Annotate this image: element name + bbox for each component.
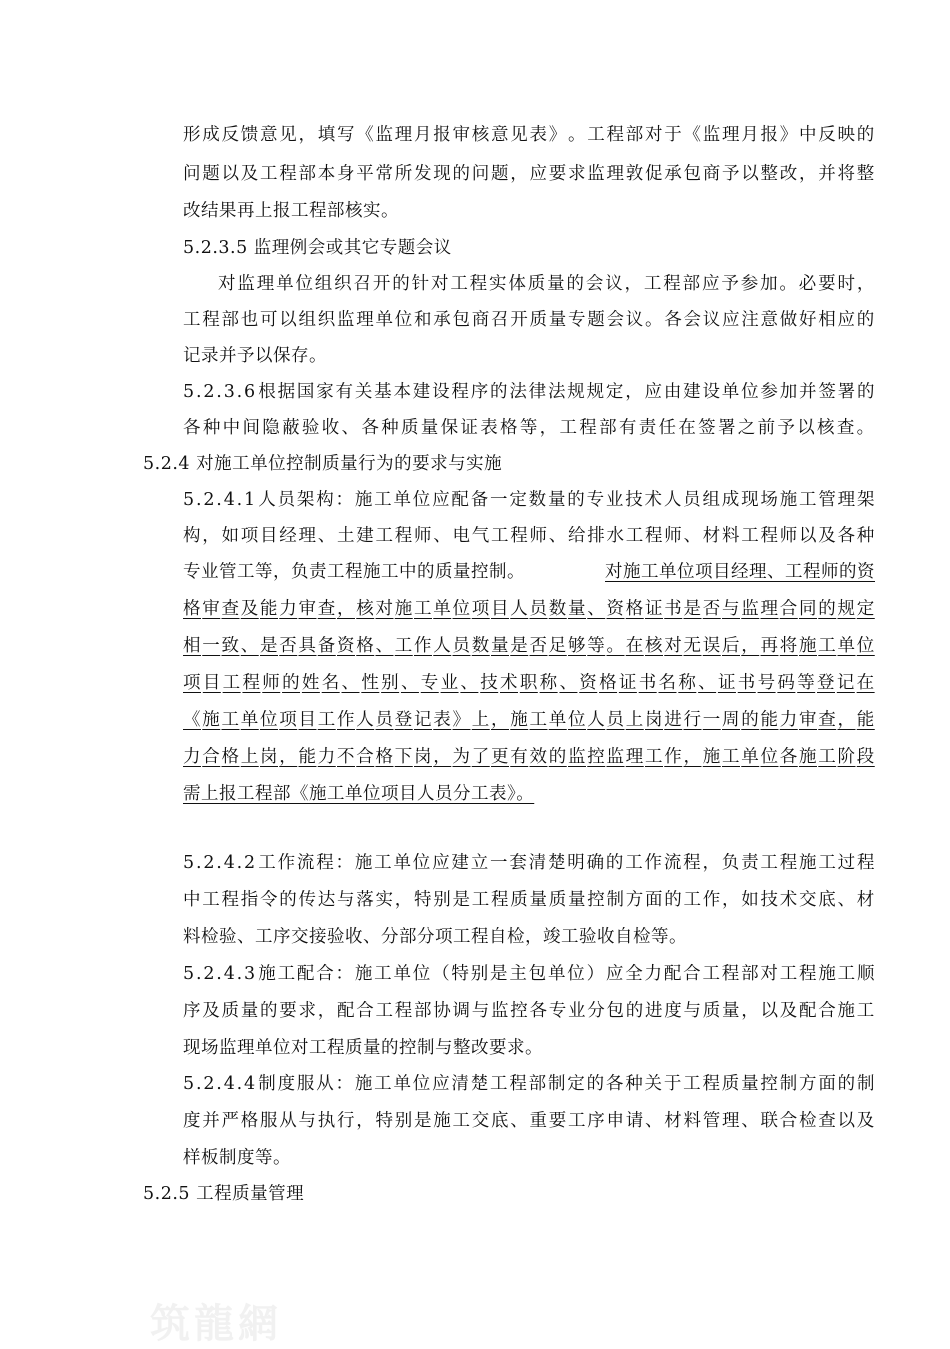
para-line: 样板制度等。 <box>183 1148 291 1168</box>
underlined-line: 力 合 格 上 岗 ， 能 力 不 合 格 下 岗 ， 为 了 更 有 效 的 监 控 监 理 工 作 ， 施 工 单 位 各 施 工 阶 段 <box>183 747 875 767</box>
para-line: 改结果再上报工程部核实。 <box>183 201 399 221</box>
para-line: 中 工 程 指 令 的 传 达 与 落 实 ， 特 别 是 工 程 质 量 质 量 控 制 方 面 的 工 作 ， 如 技 术 交 底 、 材 <box>183 890 875 910</box>
section-heading-5-2-3-5: 5.2.3.5 监理例会或其它专题会议 <box>183 238 452 258</box>
para-line: 对 监 理 单 位 组 织 召 开 的 针 对 工 程 实 体 质 量 的 会 议 ， 工 程 部 应 予 参 加 。 必 要 时 ， <box>218 274 875 294</box>
para-line: 记录并予以保存。 <box>183 346 327 366</box>
para-line: 5 . 2 . 3 . 6 根 据 国 家 有 关 基 本 建 设 程 序 的 法 律 法 规 规 定 ， 应 由 建 设 单 位 参 加 并 签 署 的 <box>183 382 875 402</box>
section-heading-5-2-5: 5.2.5 工程质量管理 <box>143 1184 305 1204</box>
underlined-line: 相 一 致 、 是 否 具 备 资 格 、 工 作 人 员 数 量 是 否 足 够 等 。 在 核 对 无 误 后 ， 再 将 施 工 单 位 <box>183 636 875 656</box>
para-text: 专业管工等，负责工程施工中的质量控制。 <box>183 562 525 582</box>
para-line: 各 种 中 间 隐 蔽 验 收 、 各 种 质 量 保 证 表 格 等 ， 工 程 部 有 责 任 在 签 署 之 前 予 以 核 查 。 <box>183 418 875 438</box>
underlined-line: 需上报工程部《施工单位项目人员分工表》。 <box>183 784 535 804</box>
para-line: 度 并 严 格 服 从 与 执 行 ， 特 别 是 施 工 交 底 、 重 要 工 序 申 请 、 材 料 管 理 、 联 合 检 查 以 及 <box>183 1111 875 1131</box>
para-line: 工 程 部 也 可 以 组 织 监 理 单 位 和 承 包 商 召 开 质 量 专 题 会 议 。 各 会 议 应 注 意 做 好 相 应 的 <box>183 310 875 330</box>
para-line: 5 . 2 . 4 . 2 工 作 流 程 ： 施 工 单 位 应 建 立 一 套 清 楚 明 确 的 工 作 流 程 ， 负 责 工 程 施 工 过 程 <box>183 853 875 873</box>
underlined-text: 对施工单位项目经理、工程师的资 <box>605 562 875 582</box>
para-line: 5 . 2 . 4 . 1 人 员 架 构 ： 施 工 单 位 应 配 备 一 定 数 量 的 专 业 技 术 人 员 组 成 现 场 施 工 管 理 架 <box>183 490 875 510</box>
underlined-line: 《 施 工 单 位 项 目 工 作 人 员 登 记 表 》 上 ， 施 工 单 位 人 员 上 岗 进 行 一 周 的 能 力 审 查 ， 能 <box>183 710 875 730</box>
para-line: 现场监理单位对工程质量的控制与整改要求。 <box>183 1038 543 1058</box>
para-line: 5 . 2 . 4 . 4 制 度 服 从 ： 施 工 单 位 应 清 楚 工 程 部 制 定 的 各 种 关 于 工 程 质 量 控 制 方 面 的 制 <box>183 1074 875 1094</box>
watermark-logo: 筑龍網 <box>150 1300 282 1347</box>
para-line: 序 及 质 量 的 要 求 ， 配 合 工 程 部 协 调 与 监 控 各 专 业 分 包 的 进 度 与 质 量 ， 以 及 配 合 施 工 <box>183 1001 875 1021</box>
para-line: 形 成 反 馈 意 见 ， 填 写 《 监 理 月 报 审 核 意 见 表 》 。 工 程 部 对 于 《 监 理 月 报 》 中 反 映 的 <box>183 125 875 145</box>
underlined-line: 格 审 查 及 能 力 审 查 ， 核 对 施 工 单 位 项 目 人 员 数 量 、 资 格 证 书 是 否 与 监 理 合 同 的 规 定 <box>183 599 875 619</box>
underlined-line: 项 目 工 程 师 的 姓 名 、 性 别 、 专 业 、 技 术 职 称 、 资 格 证 书 名 称 、 证 书 号 码 等 登 记 在 <box>183 673 875 693</box>
para-line: 5 . 2 . 4 . 3 施 工 配 合 ： 施 工 单 位 （ 特 别 是 主 包 单 位 ） 应 全 力 配 合 工 程 部 对 工 程 施 工 顺 <box>183 964 875 984</box>
para-line <box>183 560 875 584</box>
para-line: 问 题 以 及 工 程 部 本 身 平 常 所 发 现 的 问 题 ， 应 要 求 监 理 敦 促 承 包 商 予 以 整 改 ， 并 将 整 <box>183 164 875 184</box>
section-heading-5-2-4: 5.2.4 对施工单位控制质量行为的要求与实施 <box>143 454 503 474</box>
para-line: 构 ， 如 项 目 经 理 、 土 建 工 程 师 、 电 气 工 程 师 、 给 排 水 工 程 师 、 材 料 工 程 师 以 及 各 种 <box>183 526 875 546</box>
para-line: 料检验、工序交接验收、分部分项工程自检，竣工验收自检等。 <box>183 927 687 947</box>
